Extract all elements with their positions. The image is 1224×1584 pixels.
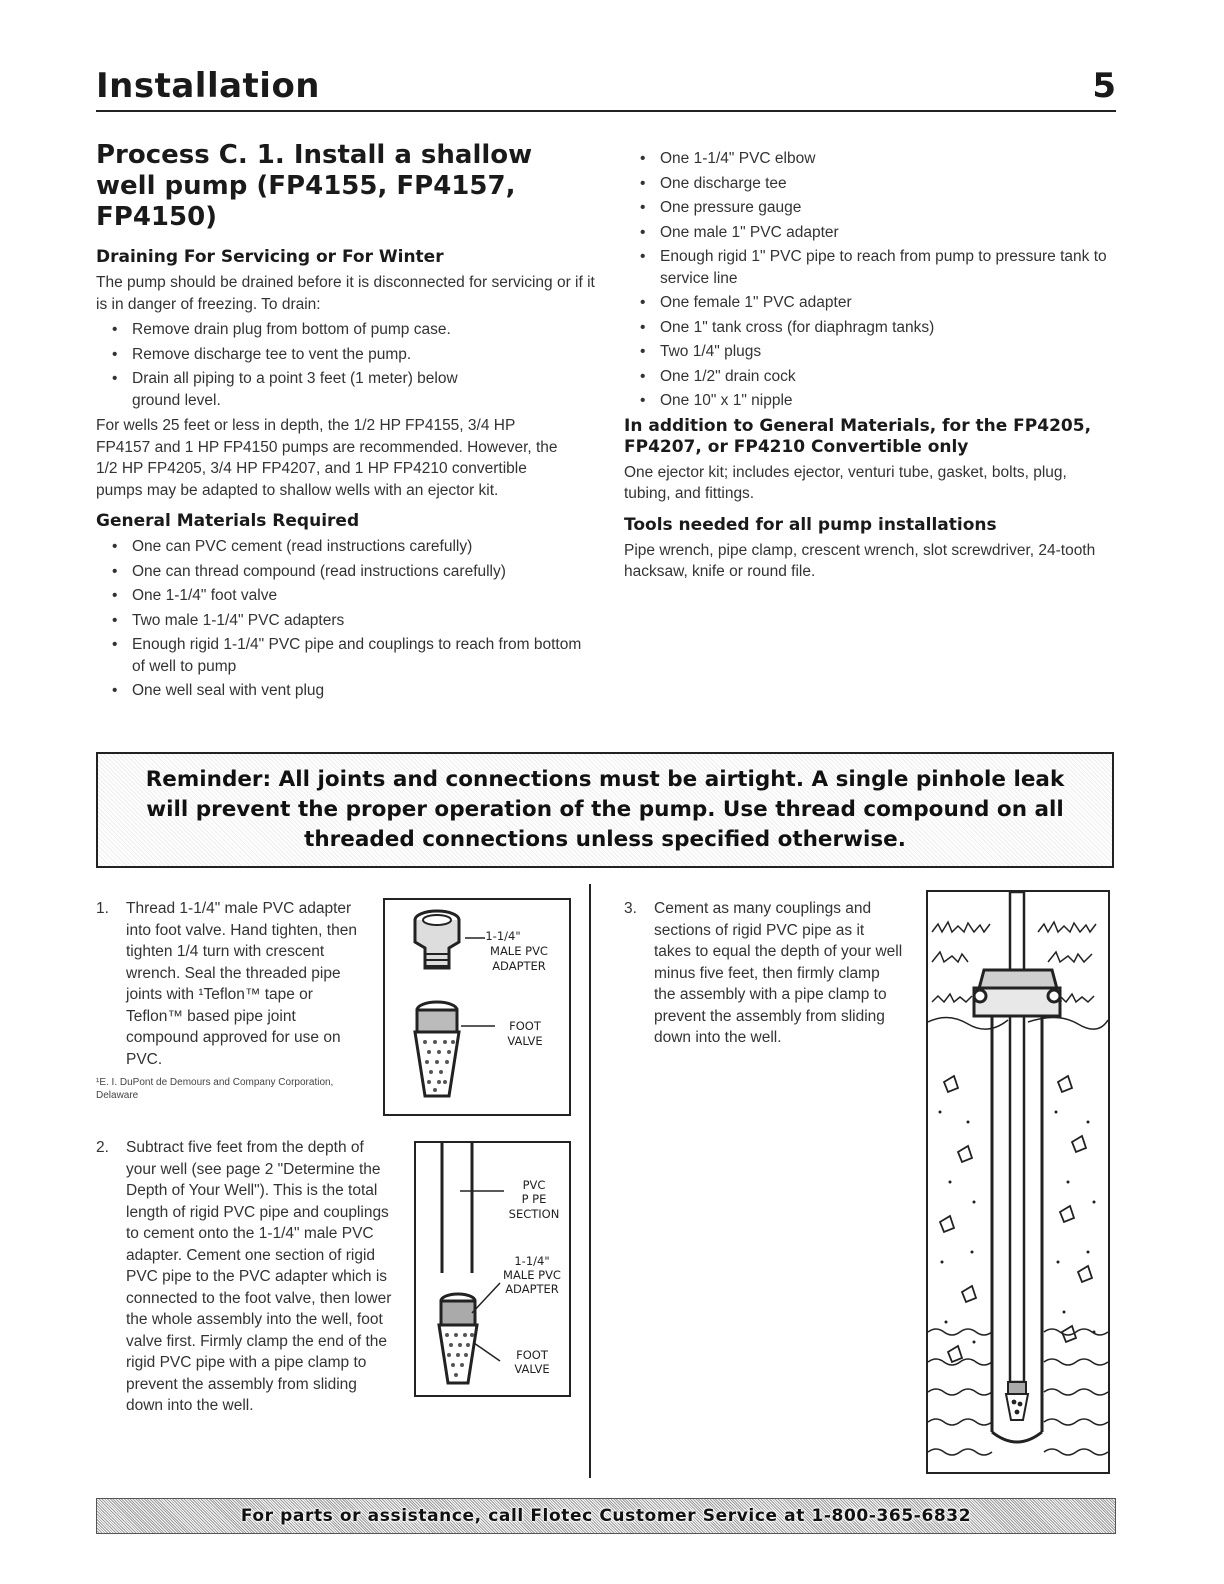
list-item: • One 1" tank cross (for diaphragm tanks) [660, 317, 1114, 339]
materials-list-continued [624, 148, 1114, 412]
pipe-clamp-drawing [974, 970, 1060, 1016]
step-text: Cement as many couplings and sections of rigid PVC pipe as it takes to equal the depth of your well minus five feet, then firmly clamp the assembly with a pipe clamp to prevent the assembly from sliding down into the well. [654, 900, 903, 1046]
figure-pipe-assembly [414, 1141, 571, 1397]
page-title: Installation [96, 66, 321, 106]
right-column [624, 148, 1114, 583]
list-item: • One can PVC cement (read instructions carefully) [132, 536, 596, 558]
label-adapter-line2: MALE PVC [503, 1268, 561, 1282]
label-valve-line2: VALVE [507, 1034, 543, 1048]
draining-list [96, 319, 596, 411]
general-materials-heading: General Materials Required [96, 511, 360, 531]
label-adapter-line1: 1-1/4" [485, 929, 521, 943]
label-pipe-line3: SECTION [508, 1207, 560, 1221]
page-number: 5 [1092, 66, 1116, 106]
tools-heading: Tools needed for all pump installations [624, 514, 997, 535]
reminder-box [96, 752, 1114, 868]
step-number: 2. [96, 1139, 109, 1156]
wells-note: For wells 25 feet or less in depth, the 1/2 HP FP4155, 3/4 HP FP4157 and 1 HP FP4150 pumps are recommended. However, the 1/2 HP FP4205, 3/4 HP FP4207, and 1 HP FP4210 convertible pumps may be adapted to shallow wells with an ejector kit. [96, 417, 558, 499]
tools-text: Pipe wrench, pipe clamp, crescent wrench, slot screwdriver, 24-tooth hacksaw, knife or round file. [624, 541, 1096, 580]
list-item: • One 10" x 1" nipple [660, 390, 1114, 412]
submerged-foot-valve-drawing [1006, 1382, 1028, 1420]
list-item: • Remove discharge tee to vent the pump. [132, 344, 596, 366]
addition-text: One ejector kit; includes ejector, venturi tube, gasket, bolts, plug, tubing, and fittings. [624, 463, 1067, 502]
draining-intro: The pump should be drained before it is disconnected for servicing or if it is in danger of freezing. To drain: [96, 274, 595, 313]
step-number: 1. [96, 900, 109, 917]
pvc-pipe-section-drawing [442, 1143, 472, 1273]
list-item: • One female 1" PVC adapter [660, 292, 1114, 314]
list-item: • One discharge tee [660, 173, 1114, 195]
step-text: Thread 1-1/4" male PVC adapter into foot valve. Hand tighten, then tighten 1/4 turn with crescent wrench. Seal the threaded pipe joints with ¹Teflon™ tape or Teflon™ based pipe joint compound approved for use on PVC. [126, 900, 357, 1068]
list-item: • Enough rigid 1" PVC pipe to reach from pump to pressure tank to service line [660, 246, 1114, 289]
header-rule [96, 110, 1116, 112]
step-text: Subtract five feet from the depth of your well (see page 2 "Determine the Depth of Your Well"). This is the total length of rigid PVC pipe and couplings to cement onto the 1-1/4" male PVC adapter. Cement one section of rigid PVC pipe to the PVC adapter which is connected to the foot valve, then lower the whole assembly into the well, foot valve first. Firmly clamp the end of the rigid PVC pipe with a pipe clamp to prevent the assembly from sliding down into the well. [126, 1139, 392, 1414]
label-valve-line2: VALVE [514, 1362, 550, 1376]
leader-line [474, 1343, 500, 1361]
leader-line [472, 1283, 500, 1313]
label-adapter-line3: ADAPTER [492, 959, 546, 973]
figure-well-cross-section [926, 890, 1110, 1474]
figure-adapter-foot-valve [383, 898, 571, 1116]
foot-valve-drawing [415, 1002, 459, 1096]
pvc-pipe-drawing [1010, 892, 1024, 1382]
step-1 [96, 898, 358, 1070]
list-item: • One male 1" PVC adapter [660, 222, 1114, 244]
list-item: • One 1/2" drain cock [660, 366, 1114, 388]
label-valve-line1: FOOT [516, 1348, 548, 1362]
male-pvc-adapter-drawing [415, 911, 459, 968]
list-item: • One can thread compound (read instructions carefully) [132, 561, 596, 583]
label-pipe-line1: PVC [522, 1178, 546, 1192]
label-valve-line1: FOOT [509, 1019, 541, 1033]
general-materials-list [96, 536, 596, 702]
list-item: • Enough rigid 1-1/4" PVC pipe and couplings to reach from bottom of well to pump [132, 634, 596, 677]
list-item: • One 1-1/4" PVC elbow [660, 148, 1114, 170]
footer-bar [96, 1498, 1116, 1534]
column-divider [589, 884, 591, 1478]
draining-heading: Draining For Servicing or For Winter [96, 247, 444, 267]
addition-heading: In addition to General Materials, for the FP4205, FP4207, or FP4210 Convertible only [624, 415, 1092, 457]
list-item: • One 1-1/4" foot valve [132, 585, 596, 607]
list-item: • Remove drain plug from bottom of pump case. [132, 319, 596, 341]
list-item: • One well seal with vent plug [132, 680, 596, 702]
list-item: • One pressure gauge [660, 197, 1114, 219]
step-number: 3. [624, 900, 637, 917]
label-adapter-line2: MALE PVC [490, 944, 548, 958]
footer-text: For parts or assistance, call Flotec Customer Service at 1-800-365-6832 [240, 1506, 972, 1526]
list-item: • Two 1/4" plugs [660, 341, 1114, 363]
step-2 [96, 1137, 396, 1417]
label-adapter-line3: ADAPTER [505, 1282, 559, 1296]
adapter-and-foot-valve-drawing [439, 1294, 477, 1383]
label-adapter-line1: 1-1/4" [514, 1254, 550, 1268]
step-3 [624, 898, 904, 1049]
list-item: • Drain all piping to a point 3 feet (1 meter) below ground level. [132, 368, 596, 411]
list-item: • Two male 1-1/4" PVC adapters [132, 610, 596, 632]
left-column [96, 140, 596, 706]
footnote: ¹E. I. DuPont de Demours and Company Corporation, Delaware [96, 1077, 334, 1101]
label-pipe-line2: P PE [521, 1192, 547, 1206]
reminder-text: Reminder: All joints and connections must be airtight. A single pinhole leak will prevent the proper operation of the pump. Use thread compound on all threaded connections unless specified otherwise. [145, 767, 1065, 852]
process-heading: Process C. 1. Install a shallow well pump (FP4155, FP4157, FP4150) [96, 140, 533, 232]
